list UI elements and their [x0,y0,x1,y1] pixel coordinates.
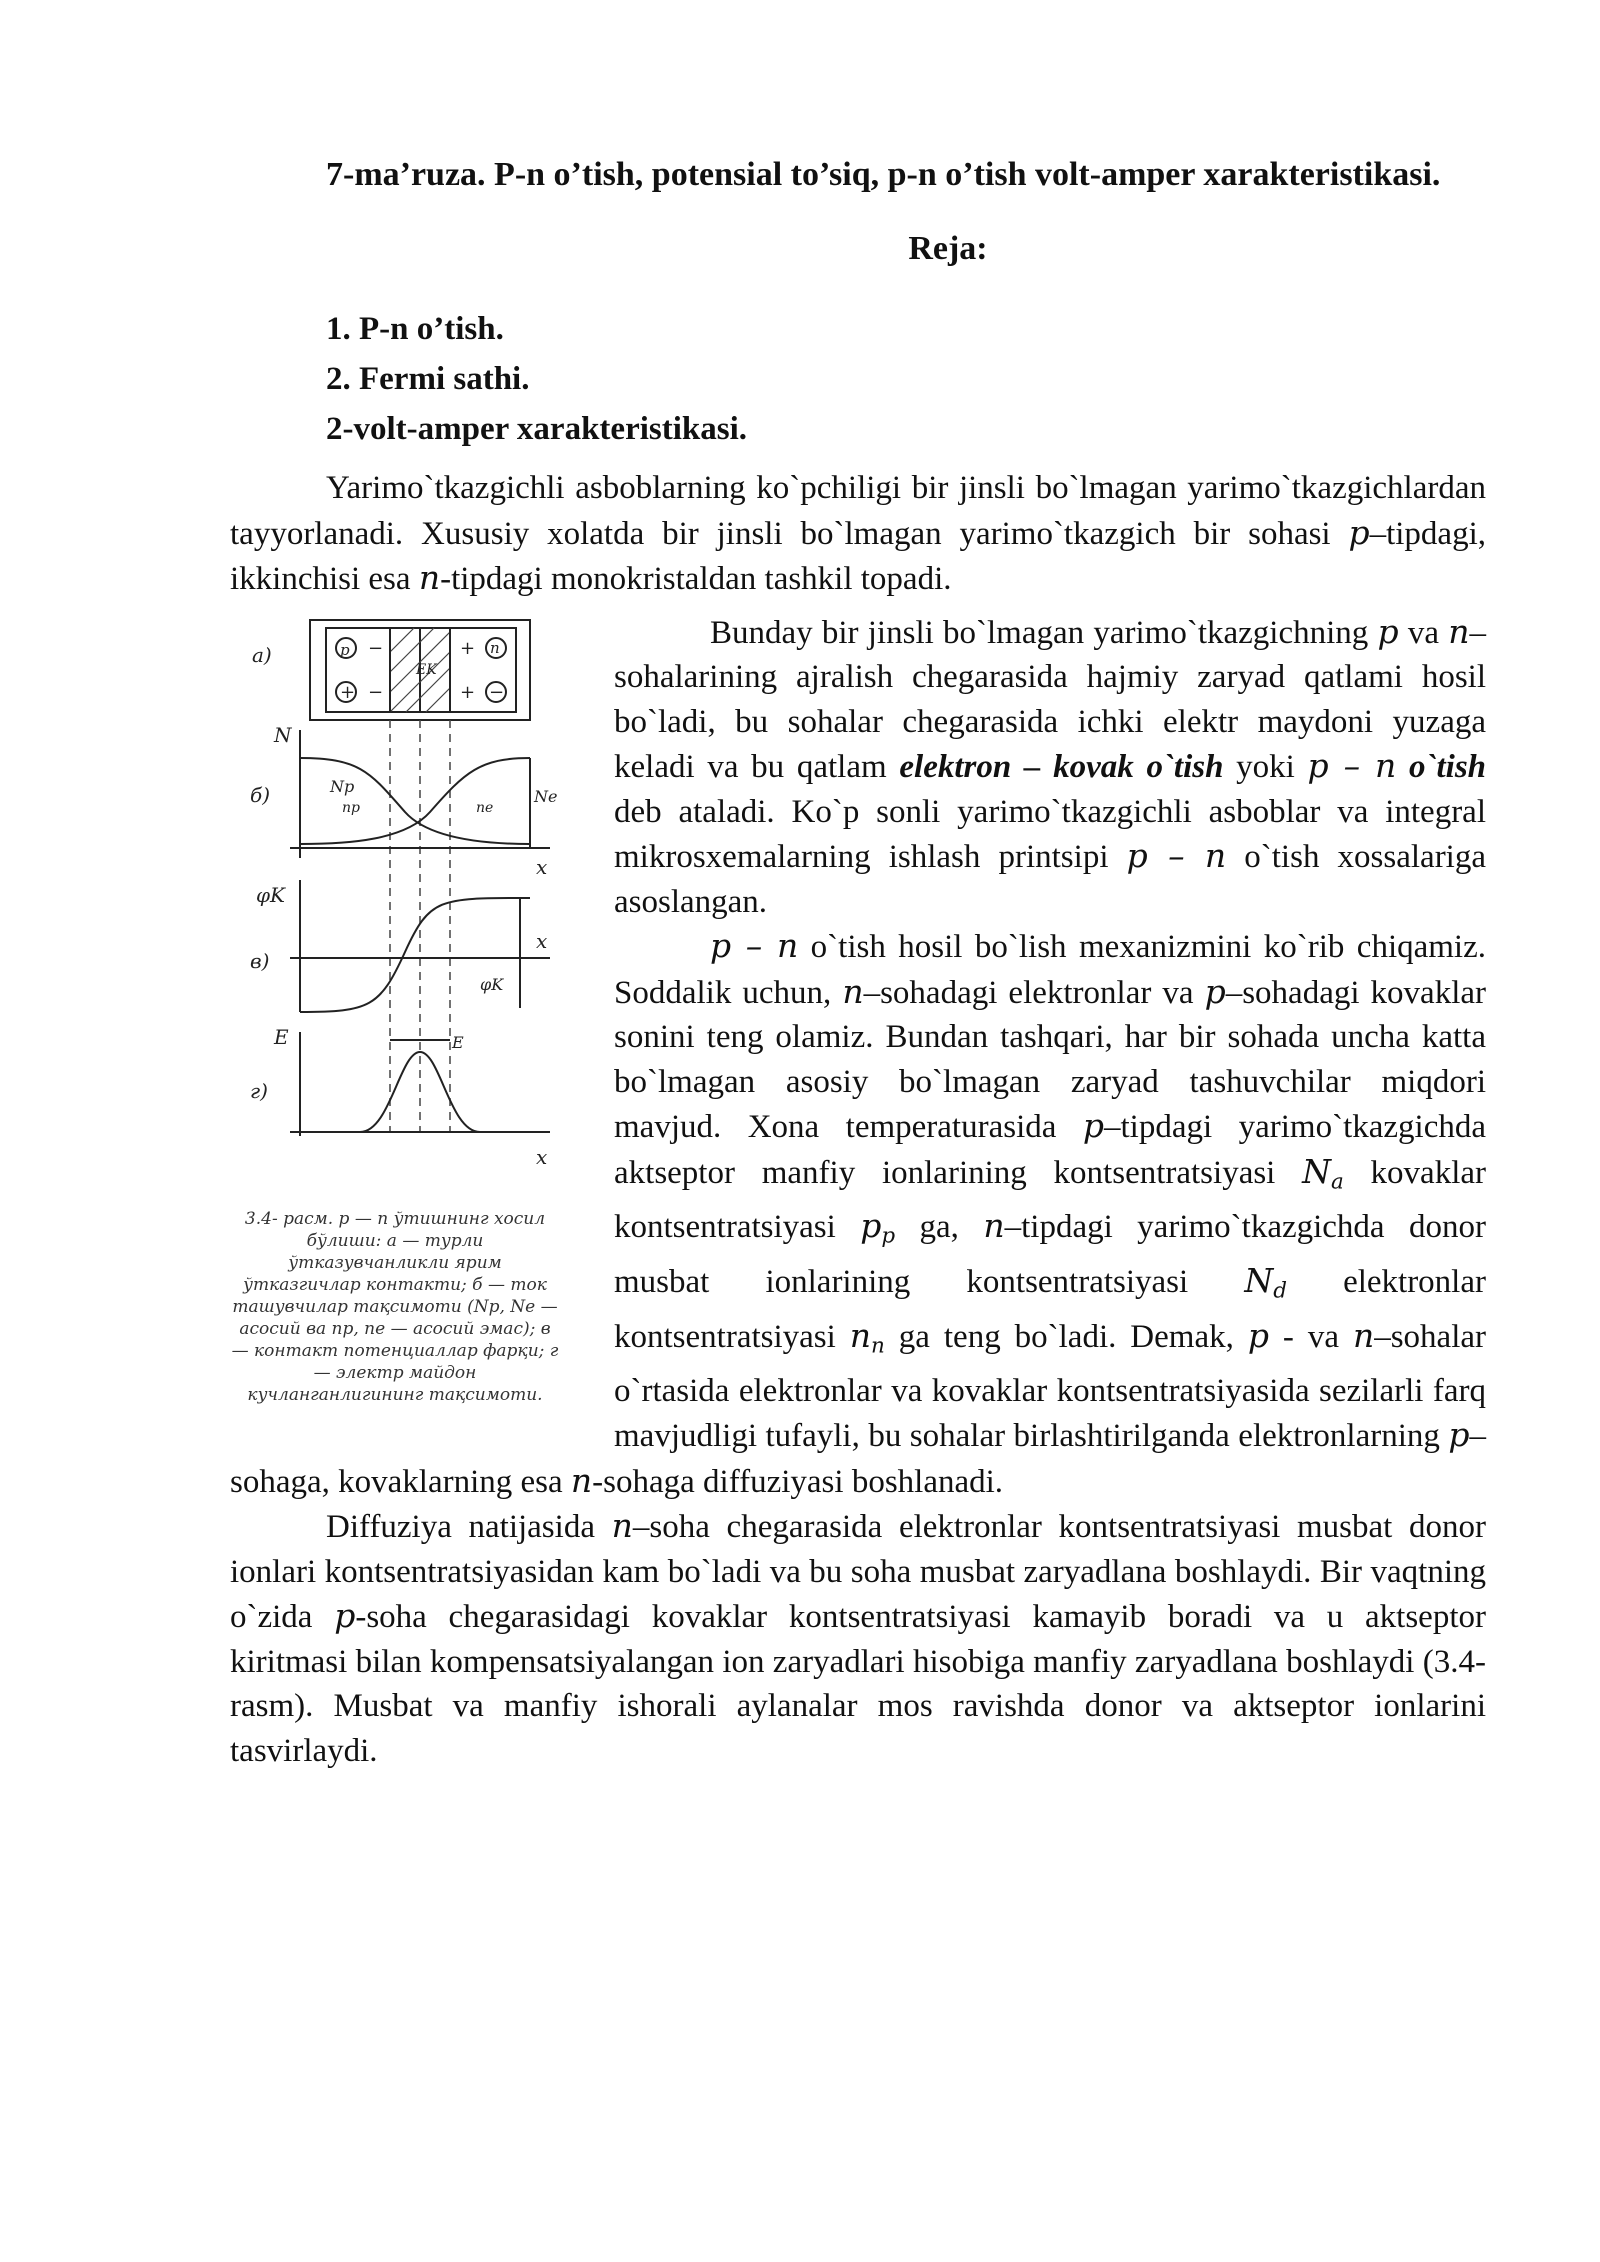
svg-text:+: + [460,637,476,659]
svg-text:+: + [460,681,476,703]
svg-text:+: + [340,681,356,703]
axis-label-x-c: x [536,928,548,953]
panel-label-c: в) [250,948,270,973]
plan-item-3: 2-volt-amper xarakteristikasi. [326,411,747,447]
hole-curve [300,758,530,844]
plan-item-1: 1. P-n o’tish. [326,311,504,347]
page [230,150,1486,1773]
ne-label: Ne [534,786,558,806]
np-label: Np [330,776,355,796]
plan-item-2: 2. Fermi sathi. [326,361,530,397]
svg-text:−: − [368,637,384,659]
term-electron-hole-junction: elektron – kovak o`tish [899,749,1224,785]
svg-text:p: p [340,640,350,659]
plan-list [230,304,1486,454]
axis-label-x-b: x [536,854,548,879]
svg-text:−: − [489,681,505,703]
figure-caption: 3.4- расм. p — n ўтишнинг хосил бўлиши: а — турли ўтказувчанликли ярим ўтказгичлар контакти; б — ток ташувчилар тақсимоти (Np, Ne — асосий ва np, ne — асосий эмас); в — контакт потенциаллар фарқи; г — электр майдон кучланганлигининг тақсимоти. [231,1208,559,1405]
ne-minor-label: ne [476,799,494,816]
paragraph-2: Bunday bir jinsli bo`lmagan yarimo`tkazgichning p va n–sohalarining ajralish chegarasida hajmiy zaryad qatlami hosil bo`ladi, bu sohalar chegarasida ichki elektr maydoni yuzaga keladi va bu qatlam elektron – kovak o`tish yoki p – n o`tish deb ataladi. Ko`p sonli yarimo`tkazgichli asboblar va integral mikrosxemalarning ishlash printsipi p – n o`tish xossalariga asoslangan. [614,611,1487,920]
np-minor-label: np [342,799,360,816]
axis-label-E: E [274,1024,289,1049]
ebar-label: E [452,1032,464,1052]
paragraph-4: Diffuziya natijasida n–soha chegarasida elektronlar kontsentratsiyasi musbat donor ionlari kontsentratsiyasidan kam bo`ladi va bu soha musbat zaryadlana boshlaydi. Bir vaqtning o`zida p-soha chegarasidagi kovaklar kontsentratsiyasi kamayib boradi va u aktseptor kiritmasi bilan kompensatsiyalangan ion zaryadlari hisobiga manfiy zaryadlana boshlaydi (3.4-rasm). Musbat va manfiy ishorali aylanalar mos ravishda donor va aktseptor ionlarini tasvirlaydi. [230,1506,1486,1769]
electron-curve [300,758,530,844]
phik-label: φK [480,974,504,994]
axis-label-N: N [274,722,292,747]
figure-3-4 [230,612,560,1406]
panel-label-b: б) [250,782,271,807]
plan-label: Reja: [908,230,988,267]
panel-label-a: a) [252,642,272,667]
potential-curve [300,897,530,1011]
paragraph-1: Yarimo`tkazgichli asboblarning ko`pchiligi bir jinsli bo`lmagan yarimo`tkazgichlardan tayyorlanadi. Xususiy xolatda bir jinsli bo`lmagan yarimo`tkazgich bir sohasi p–tipdagi, ikkinchisi esa n-tipdagi monokristaldan tashkil topadi. [230,470,1486,597]
pn-junction-diagram [230,612,560,1202]
ek-label: EK [416,661,437,678]
axis-label-x-d: x [536,1144,548,1169]
paragraph-3: p – n o`tish hosil bo`lish mexanizmini ko`rib chiqamiz. Soddalik uchun, n–sohadagi elektronlar va p–sohadagi kovaklar sonini teng olamiz. Bundan tashqari, har bir sohada uncha katta bo`lmagan asosiy bo`lmagan zaryad tashuvchilar miqdori mavjud. Xona temperaturasida p–tipdagi yarimo`tkazgichda aktseptor manfiy ionlarining kontsentratsiyasi $N_a$ kovaklar kontsentratsiyasi $p_p$ ga, n–tipdagi yarimo`tkazgichda donor musbat ionlarining kontsentratsiyasi $N_d$ elektronlar kontsentratsiyasi $n_n$ ga teng bo`ladi. Demak, p - va n–sohalar o`rtasida elektronlar va kovaklar kontsentratsiyasida sezilarli farq mavjudligi tufayli, bu sohalar birlashtirilganda elektronlarning p–sohaga, kovaklarning esa n-sohaga diffuziyasi boshlanadi. [230,926,1487,1500]
page-title: 7-ma’ruza. P-n o’tish, potensial to’siq, p-n o’tish volt-amper xarakteristikasi. [326,156,1441,193]
axis-label-phi: φK [256,882,285,907]
panel-label-d: г) [250,1078,268,1103]
svg-text:n: n [490,638,500,657]
svg-text:−: − [368,681,384,703]
